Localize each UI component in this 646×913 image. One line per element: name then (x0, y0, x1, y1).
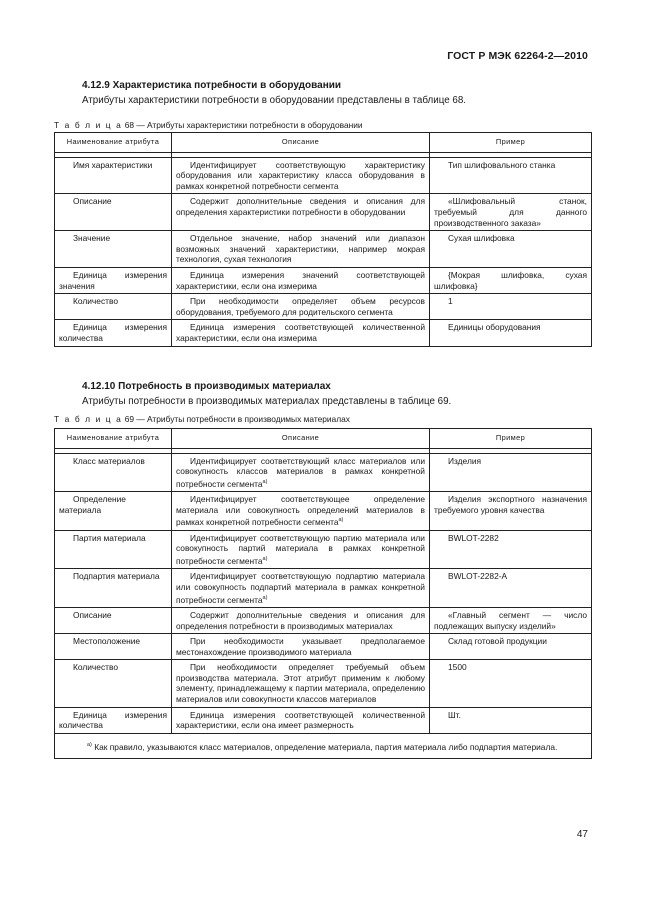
attribute-example: {Мокрая шлифовка, сухая шлифовка} (434, 269, 587, 291)
attribute-description: Идентифицирует соответствующую подпартию материала или совокупность подпартий материала в рамках конкретной потребности сегмента (176, 571, 425, 605)
table-69-caption (54, 414, 350, 424)
footnote-marker: а) (262, 478, 268, 485)
table-row (55, 660, 592, 707)
section-intro-4-12-10: Атрибуты потребности в производимых материалах представлены в таблице 69. (82, 396, 452, 407)
table-row (55, 492, 592, 531)
column-header-example: Пример (430, 133, 592, 153)
page-number: 47 (576, 829, 588, 840)
caption-prefix: Т а б л и ц а (54, 414, 123, 424)
attribute-name: Значение (73, 233, 111, 244)
attribute-name: Единица измерения количества (59, 322, 167, 343)
attribute-name: Местоположение (73, 636, 141, 647)
attribute-description: При необходимости определяет требуемый объем производства материала. Этот атрибут применим к любому элементу, принадлежащему к партии материала, определению материалов или совокупности классов материалов (176, 662, 425, 705)
attribute-example: Шт. (448, 709, 461, 720)
section-intro-4-12-9: Атрибуты характеристики потребности в оборудовании представлены в таблице 68. (82, 95, 467, 106)
footnote-marker: а) (338, 517, 344, 524)
table-footnote-row (55, 733, 592, 758)
attribute-description: Содержит дополнительные сведения и описания для определения характеристики потребности в оборудовании (176, 196, 425, 217)
column-header-name: Наименование атрибута (55, 429, 172, 449)
attribute-name: Определение материала (59, 494, 126, 515)
attribute-example: Сухая шлифовка (448, 233, 515, 244)
table-row (55, 530, 592, 569)
attribute-example: Изделия экспортного назначения требуемого уровня качества (434, 494, 587, 515)
caption-text: 69 — Атрибуты потребности в производимых материалах (124, 414, 350, 424)
attribute-name: Единица измерения значения (59, 269, 167, 291)
attribute-example: BWLOT-2282 (448, 532, 499, 543)
footnote-mark: а) (87, 741, 92, 748)
standard-designation: ГОСТ Р МЭК 62264-2—2010 (447, 50, 588, 62)
attribute-description: Идентифицирует соответствующий класс материалов или совокупность классов материалов в рамках конкретной потребности сегмента (176, 455, 425, 489)
caption-text: 68 — Атрибуты характеристики потребности в оборудовании (124, 120, 363, 130)
attribute-name: Описание (73, 196, 112, 207)
table-row (55, 320, 592, 346)
attribute-example: Тип шлифовального станка (448, 159, 556, 170)
table-row (55, 607, 592, 633)
column-header-description: Описание (172, 133, 430, 153)
table-68 (54, 132, 592, 347)
attribute-description: Идентифицирует соответствующую партию материала или совокупность партий материала в рамках конкретной потребности сегмента (176, 532, 425, 566)
table-row (55, 157, 592, 194)
table-row (55, 231, 592, 268)
attribute-name: Класс материалов (73, 455, 145, 466)
attribute-description: При необходимости определяет объем ресурсов оборудования, требуемого для родительского сегмента (176, 296, 425, 317)
column-header-example: Пример (430, 429, 592, 449)
attribute-example: «Главный сегмент — число подлежащих выпуску изделий» (434, 609, 587, 631)
attribute-example: Склад готовой продукции (448, 636, 547, 647)
attribute-description: Идентифицирует соответствующее определение материала или совокупность определений материалов в рамках конкретной потребности сегмента (176, 494, 425, 528)
attribute-name: Имя характеристики (73, 159, 153, 170)
attribute-example: Единицы оборудования (448, 322, 541, 333)
attribute-name: Подпартия материала (73, 571, 160, 582)
table-row (55, 707, 592, 733)
attribute-description: Единица измерения соответствующей количественной характеристики, если она измерима (176, 322, 425, 343)
table-row (55, 294, 592, 320)
table-row (55, 194, 592, 231)
attribute-example: BWLOT-2282-A (448, 571, 508, 582)
section-heading-4-12-10: 4.12.10 Потребность в производимых материалах (82, 381, 331, 392)
column-header-description: Описание (172, 429, 430, 449)
table-row (55, 453, 592, 492)
section-heading-4-12-9: 4.12.9 Характеристика потребности в оборудовании (82, 80, 342, 91)
attribute-example: «Шлифовальный станок, требуемый для данного производственного заказа» (434, 196, 587, 228)
attribute-name: Партия материала (73, 532, 146, 543)
table-row (55, 267, 592, 293)
attribute-example: Изделия (448, 455, 482, 466)
attribute-description: При необходимости указывает предполагаемое местонахождение производимого материала (176, 636, 425, 657)
caption-prefix: Т а б л и ц а (54, 120, 123, 130)
attribute-description: Единица измерения соответствующей количественной характеристики, если она имеет размерность (176, 709, 425, 731)
table-row (55, 569, 592, 608)
attribute-description: Единица измерения значений соответствующей характеристики, если она измерима (176, 269, 425, 291)
attribute-example: 1500 (448, 662, 467, 673)
attribute-name: Количество (73, 296, 118, 307)
attribute-name: Единица измерения количества (59, 709, 167, 731)
table-footnote: Как правило, указываются класс материалов, определение материала, партия материала либо подпартия материала. (94, 741, 558, 752)
table-row (55, 634, 592, 660)
table-68-caption (54, 120, 363, 130)
footnote-marker: а) (262, 594, 268, 601)
attribute-example: 1 (448, 296, 453, 307)
footnote-marker: а) (262, 555, 268, 562)
table-69 (54, 428, 592, 759)
column-header-name: Наименование атрибута (55, 133, 172, 153)
attribute-name: Количество (73, 662, 118, 673)
attribute-description: Содержит дополнительные сведения и описания для определения потребности в производимых материалах (176, 609, 425, 631)
attribute-description: Отдельное значение, набор значений или диапазон возможных значений характеристики, например мокрая технология, сухая технология (176, 233, 425, 265)
attribute-name: Описание (73, 609, 112, 620)
attribute-description: Идентифицирует соответствующую характеристику оборудования или характеристику класса оборудования в рамках конкретной потребности сегмента (176, 159, 425, 191)
